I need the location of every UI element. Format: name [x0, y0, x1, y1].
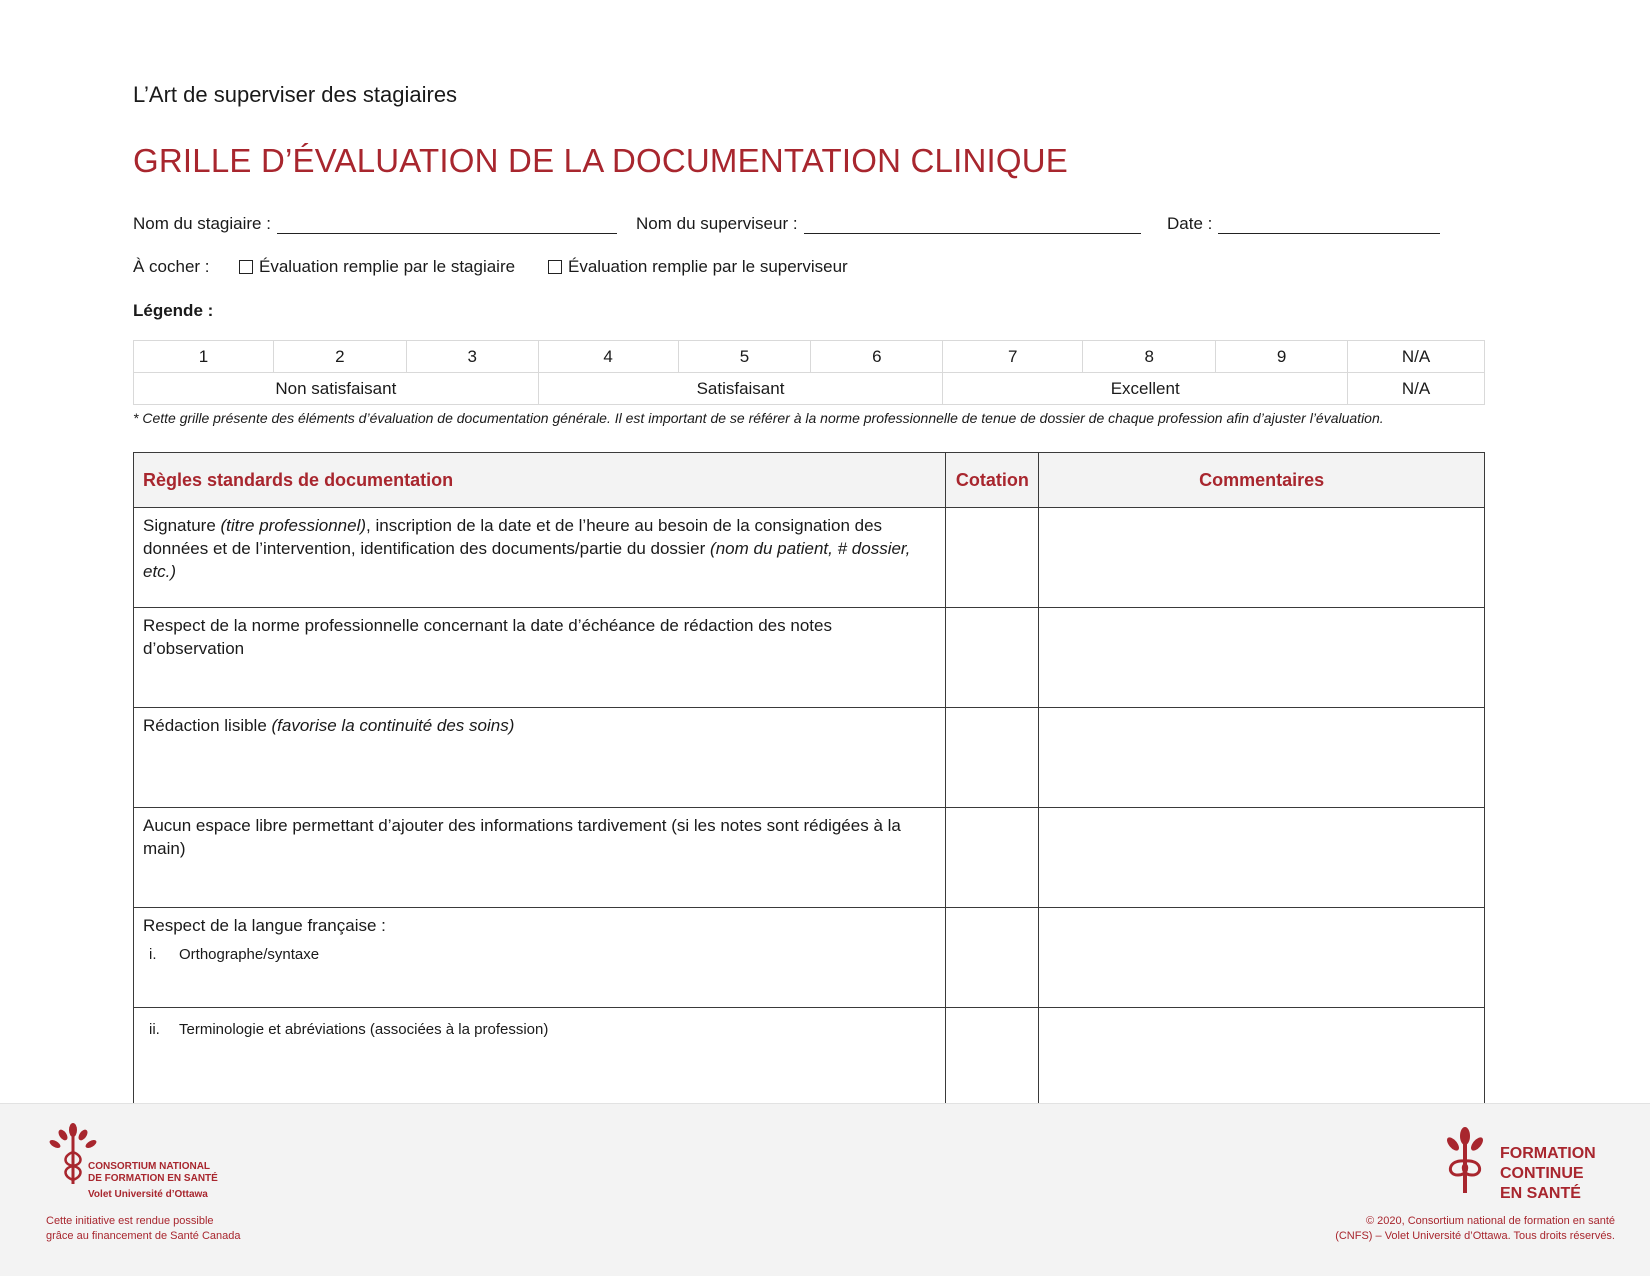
checkbox-row: [133, 257, 1033, 283]
checkbox-superviseur-label: Évaluation remplie par le superviseur: [568, 257, 848, 276]
funding-line: grâce au financement de Santé Canada: [46, 1230, 241, 1242]
rule-text-italic: (nom du patient, # dossier, etc.): [143, 539, 911, 581]
legend-level: Satisfaisant: [538, 373, 943, 405]
legend-level: Non satisfaisant: [134, 373, 539, 405]
table-row: [134, 508, 1485, 608]
rule-text-italic: (favorise la continuité des soins): [271, 716, 515, 735]
cotation-cell[interactable]: [946, 1008, 1039, 1108]
checkbox-icon[interactable]: [239, 260, 253, 274]
sub-item-number: ii.: [149, 1021, 160, 1038]
legend-level: Excellent: [943, 373, 1348, 405]
comment-cell[interactable]: [1039, 508, 1485, 608]
checkbox-superviseur[interactable]: [548, 257, 848, 277]
legend-level: N/A: [1348, 373, 1485, 405]
legend-score: 2: [273, 341, 406, 373]
wordmark-line: FORMATION: [1500, 1145, 1596, 1162]
check-label: À cocher :: [133, 257, 210, 276]
legend-levels-row: [134, 373, 1485, 405]
legend-score: 4: [538, 341, 678, 373]
header-comments: Commentaires: [1039, 453, 1485, 508]
formation-continue-wordmark: [1500, 1144, 1596, 1204]
rule-cell: [134, 708, 946, 808]
header-cotation: Cotation: [946, 453, 1039, 508]
cotation-cell[interactable]: [946, 908, 1039, 1008]
superviseur-label: Nom du superviseur :: [636, 214, 798, 233]
wordmark-line: CONTINUE: [1500, 1165, 1584, 1182]
sub-item-text: Orthographe/syntaxe: [179, 946, 320, 963]
checkbox-stagiaire[interactable]: [239, 257, 515, 277]
rule-cell: [134, 1008, 946, 1108]
cnfs-volet: Volet Université d’Ottawa: [88, 1189, 208, 1200]
legend-score: 5: [678, 341, 811, 373]
cotation-cell[interactable]: [946, 808, 1039, 908]
date-input-line[interactable]: [1218, 215, 1440, 234]
cotation-cell[interactable]: [946, 608, 1039, 708]
sub-item: [143, 943, 936, 966]
date-field[interactable]: [1167, 214, 1440, 234]
table-row: [134, 908, 1485, 1008]
evaluation-table: [133, 452, 1485, 1108]
formation-continue-logo-icon: [1440, 1127, 1490, 1195]
identification-fields: [133, 214, 1443, 242]
sub-item: [143, 1018, 936, 1041]
rule-cell: [134, 908, 946, 1008]
copyright-line: (CNFS) – Volet Université d’Ottawa. Tous droits réservés.: [1335, 1230, 1615, 1242]
page-title: GRILLE D’ÉVALUATION DE LA DOCUMENTATION CLINIQUE: [133, 142, 1068, 179]
document-subtitle: L’Art de superviser des stagiaires: [133, 82, 458, 107]
rule-text: Rédaction lisible: [143, 716, 272, 735]
legend-label: Légende :: [133, 301, 214, 320]
legend-scores-row: [134, 341, 1485, 373]
rule-cell: Aucun espace libre permettant d’ajouter des informations tardivement (si les notes sont rédigées à la main): [134, 808, 946, 908]
footnote: * Cette grille présente des éléments d’évaluation de documentation générale. Il est important de se référer à la norme professionnelle de tenue de dossier de chaque profession afin d’ajuster l’évaluation.: [133, 410, 1384, 426]
date-label: Date :: [1167, 214, 1213, 233]
footer: [0, 1103, 1650, 1276]
rule-cell: [134, 508, 946, 608]
comment-cell[interactable]: [1039, 608, 1485, 708]
legend-score: 1: [134, 341, 274, 373]
stagiaire-label: Nom du stagiaire :: [133, 214, 271, 233]
legend-score: 3: [406, 341, 538, 373]
header-rules: Règles standards de documentation: [134, 453, 946, 508]
table-row: [134, 608, 1485, 708]
comment-cell[interactable]: [1039, 708, 1485, 808]
legend-score: 9: [1216, 341, 1348, 373]
checkbox-icon[interactable]: [548, 260, 562, 274]
cnfs-name-line: DE FORMATION EN SANTÉ: [88, 1173, 218, 1184]
legend-table: [133, 340, 1485, 405]
rule-text: , inscription de la date et de l’heure au besoin de la consignation des données et de l’intervention, identification des documents/partie du dossier: [143, 516, 883, 558]
stagiaire-field[interactable]: [133, 214, 617, 234]
superviseur-input-line[interactable]: [804, 215, 1141, 234]
rule-cell: Respect de la norme professionnelle concernant la date d’échéance de rédaction des notes d’observation: [134, 608, 946, 708]
copyright-line: © 2020, Consortium national de formation en santé: [1365, 1215, 1615, 1227]
comment-cell[interactable]: [1039, 1008, 1485, 1108]
legend-score: 8: [1083, 341, 1216, 373]
rule-text: Signature: [143, 516, 221, 535]
copyright-notice: [1250, 1214, 1615, 1244]
table-row: [134, 708, 1485, 808]
cnfs-name-line: CONSORTIUM NATIONAL: [88, 1161, 211, 1172]
table-row: [134, 1008, 1485, 1108]
legend-score: 7: [943, 341, 1083, 373]
cotation-cell[interactable]: [946, 508, 1039, 608]
table-row: [134, 808, 1485, 908]
wordmark-line: EN SANTÉ: [1500, 1185, 1581, 1202]
comment-cell[interactable]: [1039, 908, 1485, 1008]
sub-item-text: Terminologie et abréviations (associées à la profession): [179, 1021, 549, 1038]
stagiaire-input-line[interactable]: [277, 215, 617, 234]
legend-score: N/A: [1348, 341, 1485, 373]
cnfs-name: [88, 1161, 218, 1185]
rule-heading: Respect de la langue française :: [143, 916, 386, 935]
funding-line: Cette initiative est rendue possible: [46, 1215, 214, 1227]
legend-score: 6: [811, 341, 943, 373]
checkbox-stagiaire-label: Évaluation remplie par le stagiaire: [259, 257, 516, 276]
funding-note: [46, 1214, 276, 1244]
comment-cell[interactable]: [1039, 808, 1485, 908]
table-header-row: [134, 453, 1485, 508]
sub-item-number: i.: [149, 946, 157, 963]
cotation-cell[interactable]: [946, 708, 1039, 808]
rule-text-italic: (titre professionnel): [220, 516, 367, 535]
superviseur-field[interactable]: [636, 214, 1141, 234]
